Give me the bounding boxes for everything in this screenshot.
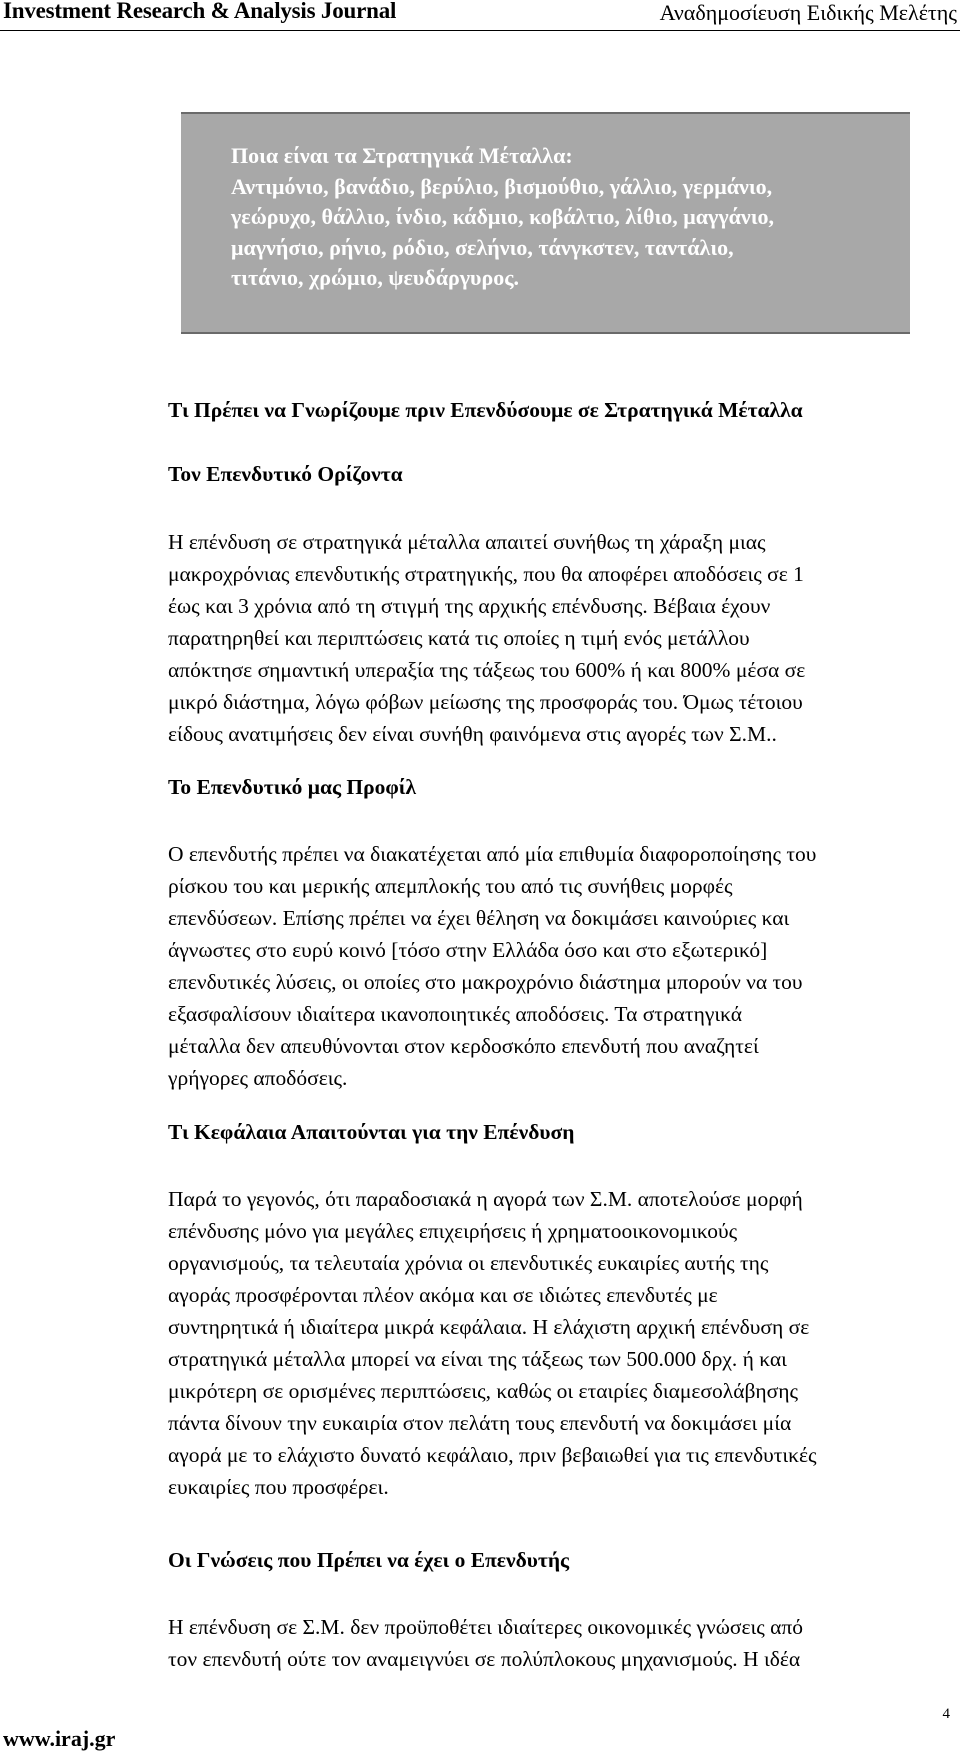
section-heading: Το Επενδυτικό μας Προφίλ (168, 775, 417, 799)
paragraph-line: μικρό διάστημα, λόγω φόβων μείωσης της προσφοράς του. Όμως τέτοιου (168, 690, 803, 714)
main-heading: Τι Πρέπει να Γνωρίζουμε πριν Επενδύσουμε σε Στρατηγικά Μέταλλα (168, 398, 803, 422)
box-line: γεώρυχο, θάλλιο, ίνδιο, κάδμιο, κοβάλτιο, λίθιο, μαγγάνιο, (231, 204, 775, 229)
journal-title: Investment Research & Analysis Journal (3, 0, 397, 23)
paragraph-line: παρατηρηθεί και περιπτώσεις κατά τις οποίες η τιμή ενός μετάλλου (168, 626, 750, 650)
footer-url[interactable]: www.iraj.gr (3, 1726, 116, 1751)
box-text (231, 141, 891, 294)
box-line: μαγνήσιο, ρήνιο, ρόδιο, σελήνιο, τάνγκστεν, ταντάλιο, (231, 234, 734, 260)
paragraph-line: αγοράς προσφέρονται πλέον ακόμα και σε ιδιώτες επενδυτές με (168, 1283, 718, 1307)
page-header (0, 0, 960, 31)
paragraph-line: επένδυσης μόνο για μεγάλες επιχειρήσεις ή χρηματοοικονομικούς (168, 1219, 738, 1243)
paragraph-line: αγορά με το ελάχιστο δυνατό κεφάλαιο, πριν βεβαιωθεί για τις επενδυτικές (168, 1443, 817, 1467)
strategic-metals-box (181, 112, 910, 334)
paragraph-line: στρατηγικά μέταλλα μπορεί να είναι της τάξεως των 500.000 δρχ. ή και (168, 1347, 787, 1371)
page-number: 4 (942, 1706, 950, 1722)
paragraph-line: είδους ανατιμήσεις δεν είναι συνήθη φαινόμενα στις αγορές των Σ.Μ.. (168, 722, 777, 746)
section-heading: Τι Κεφάλαια Απαιτούνται για την Επένδυση (168, 1120, 575, 1144)
section-paragraph (168, 1611, 948, 1675)
section-heading: Οι Γνώσεις που Πρέπει να έχει ο Επενδυτής (168, 1548, 570, 1572)
paragraph-line: Παρά το γεγονός, ότι παραδοσιακά η αγορά των Σ.Μ. αποτελούσε μορφή (168, 1187, 803, 1211)
paragraph-line: τον επενδυτή ούτε τον αναμειγνύει σε πολύπλοκους μηχανισμούς. Η ιδέα (168, 1647, 801, 1671)
paragraph-line: πάντα δίνουν την ευκαιρία στον πελάτη τους επενδυτή να δοκιμάσει μία (168, 1411, 792, 1435)
paragraph-line: ευκαιρίες που προσφέρει. (168, 1475, 389, 1499)
paragraph-line: μέταλλα δεν απευθύνονται στον κερδοσκόπο επενδυτή που αναζητεί (168, 1034, 759, 1058)
paragraph-line: έως και 3 χρόνια από τη στιγμή της αρχικής επένδυσης. Βέβαια έχουν (168, 594, 771, 618)
paragraph-line: γρήγορες αποδόσεις. (168, 1066, 348, 1090)
section-paragraph (168, 1183, 948, 1503)
paragraph-line: απόκτησε σημαντική υπεραξία της τάξεως του 600% ή και 800% μέσα σε (168, 658, 806, 682)
paragraph-line: οργανισμούς, τα τελευταία χρόνια οι επενδυτικές ευκαιρίες αυτής της (168, 1251, 769, 1275)
section-paragraph (168, 526, 948, 750)
paragraph-line: Η επένδυση σε στρατηγικά μέταλλα απαιτεί συνήθως τη χάραξη μιας (168, 530, 766, 554)
paragraph-line: Η επένδυση σε Σ.Μ. δεν προϋποθέτει ιδιαίτερες οικονομικές γνώσεις από (168, 1615, 804, 1639)
box-line: Ποια είναι τα Στρατηγικά Μέταλλα: (231, 143, 573, 168)
paragraph-line: άγνωστες στο ευρύ κοινό [τόσο στην Ελλάδα όσο και στο εξωτερικό] (168, 938, 768, 962)
paragraph-line: μακροχρόνιας επενδυτικής στρατηγικής, που θα αποφέρει αποδόσεις σε 1 (168, 562, 804, 586)
section-label: Αναδημοσίευση Ειδικής Μελέτης (659, 0, 957, 25)
paragraph-line: επενδυτικές λύσεις, οι οποίες στο μακροχρόνιο διάστημα μπορούν να του (168, 970, 803, 994)
paragraph-line: μικρότερη σε ορισμένες περιπτώσεις, καθώς οι εταιρίες διαμεσολάβησης (168, 1379, 798, 1403)
box-line: τιτάνιο, χρώμιο, ψευδάργυρος. (231, 265, 520, 290)
paragraph-line: Ο επενδυτής πρέπει να διακατέχεται από μία επιθυμία διαφοροποίησης του (168, 842, 817, 866)
paragraph-line: επενδύσεων. Επίσης πρέπει να έχει θέληση να δοκιμάσει καινούριες και (168, 906, 790, 930)
paragraph-line: εξασφαλίσουν ιδιαίτερα ικανοποιητικές αποδόσεις. Τα στρατηγικά (168, 1002, 743, 1026)
paragraph-line: ρίσκου του και μερικής απεμπλοκής του από τις συνήθεις μορφές (168, 874, 733, 898)
paragraph-line: συντηρητικά ή ιδιαίτερα μικρά κεφάλαια. Η ελάχιστη αρχική επένδυση σε (168, 1315, 810, 1339)
section-paragraph (168, 838, 948, 1094)
box-line: Αντιμόνιο, βανάδιο, βερύλιο, βισμούθιο, γάλλιο, γερμάνιο, (231, 173, 773, 199)
section-heading: Τον Επενδυτικό Ορίζοντα (168, 462, 403, 486)
